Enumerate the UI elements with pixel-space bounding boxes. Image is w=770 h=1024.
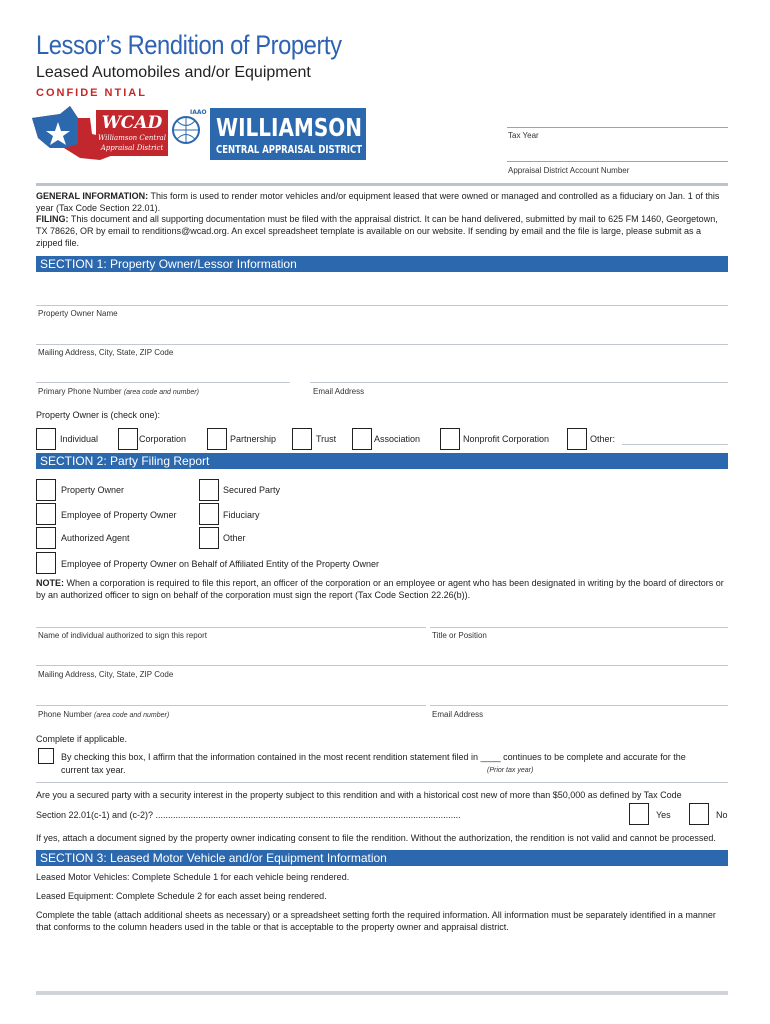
wcad-logo — [30, 104, 367, 161]
account-number-label: Appraisal District Account Number — [508, 166, 630, 175]
affirm-text-2: continues to be complete and accurate for the — [503, 752, 686, 762]
tax-year-field[interactable] — [507, 127, 728, 128]
iaao-logo-text: IAAO — [190, 109, 207, 116]
filer-email-label: Email Address — [432, 710, 484, 719]
footer-divider — [36, 991, 728, 995]
owner-phone-field[interactable] — [36, 382, 290, 383]
employee-of-owner-checkbox[interactable] — [36, 503, 56, 525]
account-number-field[interactable] — [507, 161, 728, 162]
secured-party-label: Secured Party — [223, 485, 281, 495]
title-position-field[interactable] — [430, 627, 728, 628]
other-filer-checkbox[interactable] — [199, 527, 219, 549]
section-3-header: SECTION 3: Leased Motor Vehicle and/or Equipment Information — [36, 850, 728, 866]
secured-question-line-1: Are you a secured party with a security interest in the property subject to this rendition and with a historical cost new of more than $50,000 as defined by Tax Code — [36, 790, 682, 800]
secured-divider — [36, 782, 728, 783]
confidential-label: CONFIDE NTIAL — [36, 87, 147, 99]
wcad-logo-sub2: Appraisal District — [100, 144, 164, 152]
trust-checkbox[interactable] — [292, 428, 312, 450]
individual-label: Individual — [60, 434, 99, 444]
owner-email-field[interactable] — [310, 382, 728, 383]
owner-mailing-address-label: Mailing Address, City, State, ZIP Code — [38, 348, 174, 357]
authorized-agent-checkbox[interactable] — [36, 527, 56, 549]
affirm-checkbox[interactable] — [38, 748, 54, 764]
owner-phone-hint: (area code and number) — [123, 389, 199, 396]
table-instruction: Complete the table (attach additional sheets as necessary) or a spreadsheet setting forth the required information. All information must be separately identified in a manner that conforms to the column headers used in the table or that is acceptable to the property owner and appraisal district. — [36, 910, 716, 932]
title-position-label: Title or Position — [432, 631, 487, 640]
if-yes-instruction: If yes, attach a document signed by the property owner indicating consent to file the rendition. Without the authorization, the rendition is not valid and cannot be processed. — [36, 833, 716, 843]
tax-year-label: Tax Year — [508, 131, 539, 140]
partnership-label: Partnership — [230, 434, 277, 444]
filer-mailing-address-label: Mailing Address, City, State, ZIP Code — [38, 670, 174, 679]
schedule-1-instruction: Leased Motor Vehicles: Complete Schedule 1 for each vehicle being rendered. — [36, 872, 350, 882]
affiliated-employee-checkbox[interactable] — [36, 552, 56, 574]
authorized-agent-label: Authorized Agent — [61, 533, 130, 543]
other-filer-label: Other — [223, 533, 246, 543]
filer-phone-field[interactable] — [36, 705, 426, 706]
filing-text: This document and all supporting documentation must be filed with the appraisal district. It can be hand delivered, submitted by mail to 625 FM 1460, Georgetown, TX 78626, OR by email to renditions@wcad.org. An excel spreadsheet template is available on our website. If sending by email and the file is large, please submit as a zipped file. — [36, 214, 718, 248]
property-owner-checkbox[interactable] — [36, 479, 56, 501]
secured-no-label: No — [716, 810, 728, 820]
header-divider — [36, 183, 728, 186]
filer-phone-hint: (area code and number) — [94, 712, 170, 719]
prior-tax-year-hint: (Prior tax year) — [487, 767, 534, 774]
filing-information — [36, 213, 728, 249]
form-title: Lessor’s Rendition of Property — [36, 30, 342, 60]
note-text: When a corporation is required to file this report, an officer of the corporation or an employee or agent who has been designated in writing by the board of directors or by an authorized officer to sign on behalf of the corporation must sign the report (Tax Code Section 22.26(b)). — [36, 578, 724, 600]
filer-phone-label — [38, 710, 169, 719]
secured-question-line-2: Section 22.01(c-1) and (c-2)? .......................................................................................................................... — [36, 810, 461, 820]
section-1-header: SECTION 1: Property Owner/Lessor Information — [36, 256, 728, 272]
corporation-note — [36, 577, 728, 601]
trust-label: Trust — [316, 434, 337, 444]
nonprofit-corporation-checkbox[interactable] — [440, 428, 460, 450]
secured-yes-label: Yes — [656, 810, 671, 820]
secured-party-checkbox[interactable] — [199, 479, 219, 501]
nonprofit-corporation-label: Nonprofit Corporation — [463, 434, 550, 444]
other-owner-type-checkbox[interactable] — [567, 428, 587, 450]
secured-no-checkbox[interactable] — [689, 803, 709, 825]
note-label: NOTE: — [36, 578, 64, 588]
partnership-checkbox[interactable] — [207, 428, 227, 450]
owner-phone-label — [38, 387, 199, 396]
corporation-checkbox[interactable] — [118, 428, 138, 450]
general-info-label: GENERAL INFORMATION: — [36, 191, 149, 201]
general-info-text: This form is used to render motor vehicles and/or equipment leased that were owned or managed and controlled as a fiduciary on Jan. 1 of this year (Tax Code Section 22.01). — [36, 191, 720, 213]
corporation-label: Corporation — [139, 434, 187, 444]
owner-mailing-address-field[interactable] — [36, 344, 728, 345]
property-owner-name-field[interactable] — [36, 305, 728, 306]
affirm-line-1 — [61, 752, 686, 762]
other-owner-type-field[interactable] — [622, 444, 728, 445]
association-label: Association — [374, 434, 421, 444]
wcad-logo-text: WCAD — [101, 113, 163, 133]
general-information — [36, 190, 728, 214]
section-2-header: SECTION 2: Party Filing Report — [36, 453, 728, 469]
association-checkbox[interactable] — [352, 428, 372, 450]
property-owner-name-label: Property Owner Name — [38, 309, 118, 318]
authorized-name-field[interactable] — [36, 627, 426, 628]
owner-phone-label-text: Primary Phone Number — [38, 387, 122, 396]
owner-type-prompt: Property Owner is (check one): — [36, 410, 161, 420]
schedule-2-instruction: Leased Equipment: Complete Schedule 2 for each asset being rendered. — [36, 891, 327, 901]
filer-email-field[interactable] — [430, 705, 728, 706]
affiliated-employee-label: Employee of Property Owner on Behalf of Affiliated Entity of the Property Owner — [61, 559, 379, 569]
secured-yes-checkbox[interactable] — [629, 803, 649, 825]
affirm-text-1: By checking this box, I affirm that the information contained in the most recent rendition statement filed in — [61, 752, 479, 762]
filer-phone-label-text: Phone Number — [38, 710, 92, 719]
filing-label: FILING: — [36, 214, 69, 224]
authorized-name-label: Name of individual authorized to sign this report — [38, 631, 207, 640]
prior-year-blank[interactable]: ____ — [480, 752, 501, 762]
wcad-logo-sub1: Williamson Central — [98, 134, 166, 142]
other-owner-type-label: Other: — [590, 434, 616, 444]
cad-logo-text: CENTRAL APPRAISAL DISTRICT — [216, 143, 363, 156]
individual-checkbox[interactable] — [36, 428, 56, 450]
williamson-logo-text: WILLIAMSON — [216, 113, 362, 142]
affirm-line-3: current tax year. — [61, 765, 126, 775]
complete-if-applicable: Complete if applicable. — [36, 734, 128, 744]
form-subtitle: Leased Automobiles and/or Equipment — [36, 64, 311, 81]
property-owner-label: Property Owner — [61, 485, 125, 495]
fiduciary-label: Fiduciary — [223, 510, 260, 520]
filer-mailing-address-field[interactable] — [36, 665, 728, 666]
fiduciary-checkbox[interactable] — [199, 503, 219, 525]
employee-of-owner-label: Employee of Property Owner — [61, 510, 177, 520]
owner-email-label: Email Address — [313, 387, 365, 396]
